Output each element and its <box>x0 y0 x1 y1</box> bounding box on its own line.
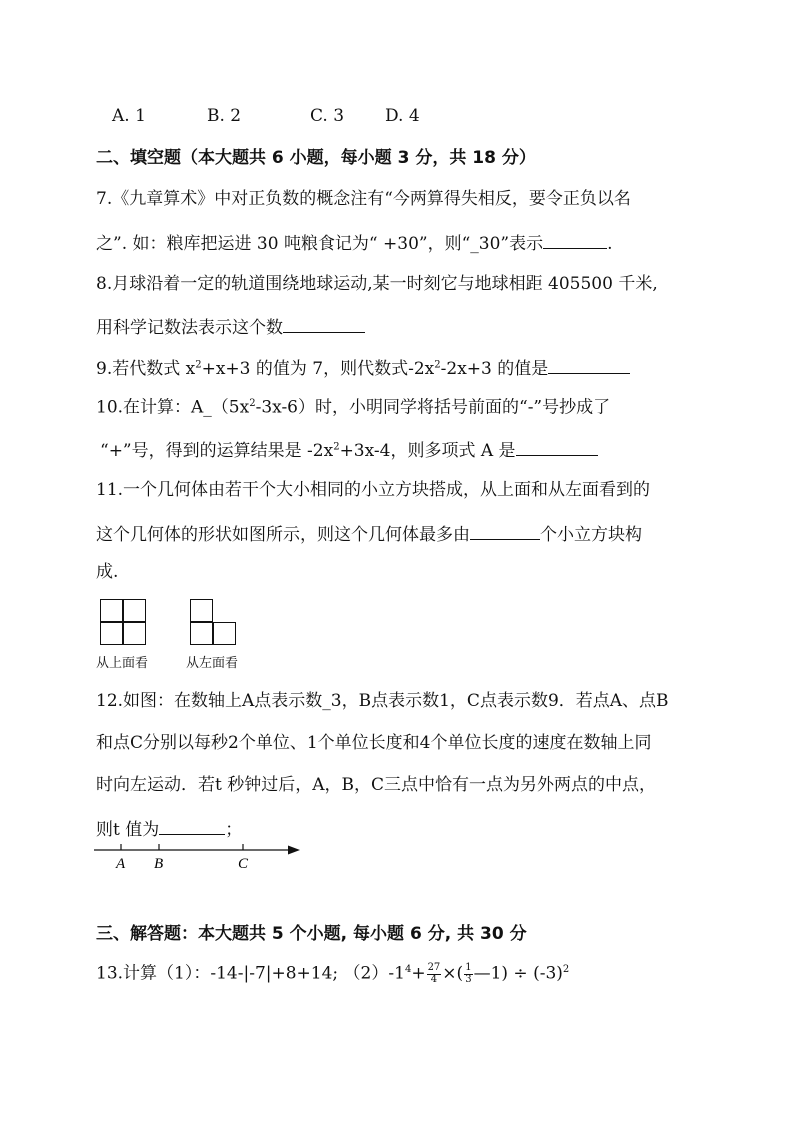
option-d: D. 4 <box>385 106 420 126</box>
q9-text-2: +x+3 的值为 7，则代数式-2x <box>201 359 435 379</box>
top-view-cell <box>123 622 146 645</box>
q13-text-3: ×( <box>442 963 464 984</box>
q9-exponent-2: 2 <box>434 359 441 371</box>
q7-end: . <box>607 234 613 254</box>
q10-text-3: “+”号，得到的运算结果是 -2x <box>100 441 334 461</box>
left-view-caption: 从左面看 <box>186 656 239 671</box>
top-view-cell <box>100 599 123 622</box>
q7-line-1: 7.《九章算术》中对正负数的概念注有“今两算得失相反，要令正负以名 <box>96 189 631 209</box>
q11-line-1: 11.一个几何体由若干个大小相同的小立方块搭成，从上面和从左面看到的 <box>96 480 651 500</box>
options-row <box>112 108 420 125</box>
q10-exponent-2: 2 <box>333 441 340 453</box>
top-view-cell <box>123 599 146 622</box>
q7-line-2 <box>96 232 613 253</box>
q9-text-3: -2x+3 的值是 <box>440 359 549 379</box>
q8-answer-blank[interactable] <box>283 316 365 333</box>
q11-line-2 <box>96 523 642 544</box>
option-c: C. 3 <box>310 106 345 126</box>
q10-text-1: 10.在计算：A_（5x <box>96 397 250 418</box>
q11-answer-blank[interactable] <box>470 523 540 540</box>
q10-text-4: +3x-4，则多项式 A 是 <box>339 441 516 461</box>
q13-text-1: 13.计算（1）：-14-|-7|+8+14; （2）-1 <box>96 963 405 984</box>
q10-line-2 <box>100 439 598 460</box>
frac2-denominator: 3 <box>465 973 472 985</box>
frac1-numerator: 27 <box>427 962 441 973</box>
number-line <box>92 840 307 874</box>
frac1-denominator: 4 <box>430 973 438 985</box>
q9-exponent-1: 2 <box>195 359 202 371</box>
q12-text: 则t 值为 <box>96 820 160 840</box>
frac2-numerator: 1 <box>465 962 472 973</box>
option-a: A. 1 <box>112 106 146 126</box>
q12-line-4 <box>96 818 242 839</box>
q10-exponent-1: 2 <box>249 398 256 409</box>
top-view-caption: 从上面看 <box>96 656 149 671</box>
q12-line-3: 时向左运动．若t 秒钟过后，A，B，C三点中恰有一点为另外两点的中点， <box>96 775 657 795</box>
q12-answer-blank[interactable] <box>159 818 225 835</box>
q12-end: ； <box>225 820 243 840</box>
arrow-right-icon <box>288 846 300 855</box>
fraction-1-3 <box>464 963 472 985</box>
q7-answer-blank[interactable] <box>543 232 607 249</box>
q13-line <box>96 963 569 985</box>
left-view-cell <box>213 622 236 645</box>
q9-text-1: 9.若代数式 x <box>96 359 196 379</box>
q8-line-2 <box>96 316 365 337</box>
q7-text: 之”. 如：粮库把运进 30 吨粮食记为“ +30”，则“_30”表示 <box>96 234 544 254</box>
q8-line-1: 8.月球沿着一定的轨道围绕地球运动,某一时刻它与地球相距 405500 千米, <box>96 274 658 294</box>
q11-line-3: 成. <box>96 562 119 582</box>
section-3-title: 三、解答题：本大题共 5 个小题, 每小题 6 分, 共 30 分 <box>96 924 527 944</box>
q10-line-1 <box>96 399 610 417</box>
q13-exponent-2: 2 <box>562 963 570 975</box>
q12-line-1: 12.如图：在数轴上A点表示数_3，B点表示数1，C点表示数9．若点A、点B <box>96 691 669 711</box>
fraction-27-4 <box>427 963 442 985</box>
q10-text-2: -3x-6）时，小明同学将括号前面的“-”号抄成了 <box>255 397 611 418</box>
left-view-figure <box>190 599 238 647</box>
q12-line-2: 和点C分别以每秒2个单位、1个单位长度和4个单位长度的速度在数轴上同 <box>96 733 652 753</box>
section-2-title: 二、填空题（本大题共 6 小题，每小题 3 分，共 18 分） <box>96 148 536 168</box>
q9-answer-blank[interactable] <box>548 357 630 374</box>
q11-text-1: 这个几何体的形状如图所示，则这个几何体最多由 <box>96 525 470 545</box>
label-c: C <box>238 856 249 872</box>
left-view-cell <box>190 622 213 645</box>
q13-text-4: —1) ÷ (-3) <box>473 963 563 984</box>
left-view-cell <box>190 599 213 622</box>
q13-exponent-1: 4 <box>404 963 412 975</box>
option-b: B. 2 <box>207 106 242 126</box>
label-a: A <box>116 856 126 872</box>
q8-text: 用科学记数法表示这个数 <box>96 318 283 338</box>
q9-line <box>96 357 630 378</box>
q13-text-2: + <box>411 963 426 984</box>
q10-answer-blank[interactable] <box>516 439 598 456</box>
top-view-cell <box>100 622 123 645</box>
top-view-figure <box>100 599 148 647</box>
q11-text-2: 个小立方块构 <box>540 525 642 545</box>
label-b: B <box>154 856 164 872</box>
